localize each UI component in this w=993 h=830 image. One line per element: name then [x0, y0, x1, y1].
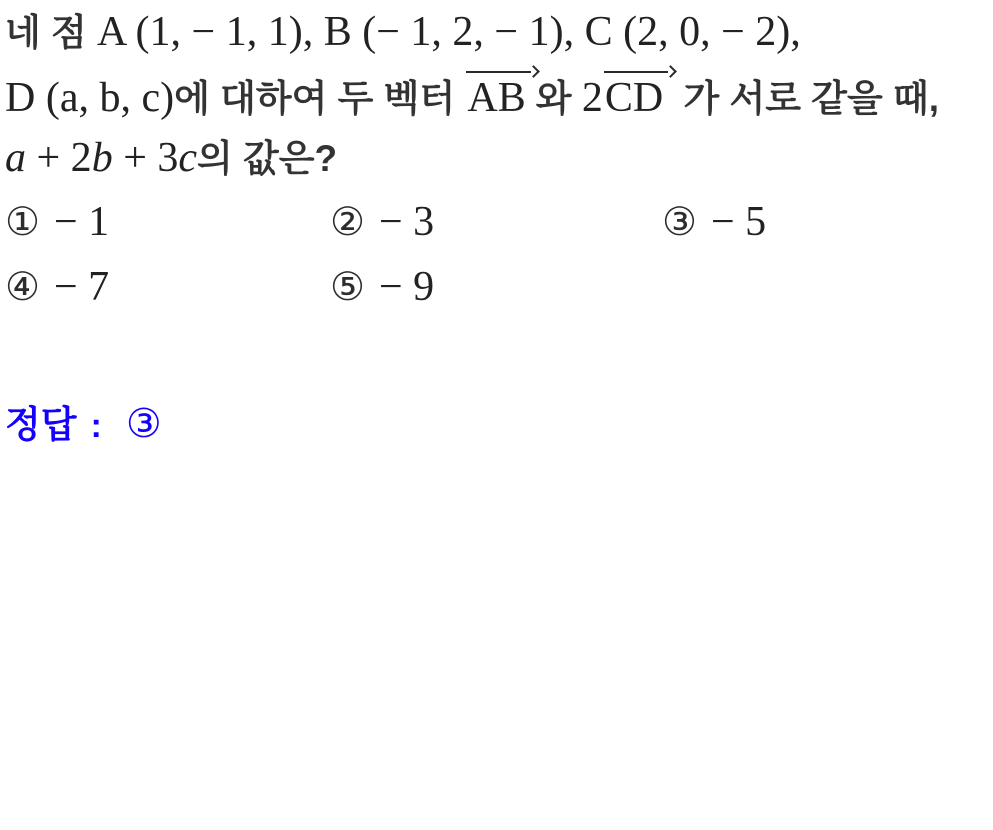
math-op-2: + 3 — [112, 135, 179, 181]
math-var-b: b — [91, 135, 113, 181]
korean-question-tail: 의 값은? — [197, 138, 338, 179]
choice-5 — [330, 263, 662, 311]
choice-3-marker: ③ — [662, 200, 697, 245]
vector-arrow-head-icon — [527, 65, 540, 78]
math-var-a: a — [5, 135, 26, 181]
choice-5-value: − 9 — [378, 264, 435, 310]
math-points-abc: A (1, − 1, 1), B (− 1, 2, − 1), C (2, 0, − 2), — [97, 9, 801, 55]
choice-4-marker: ④ — [5, 265, 40, 310]
choices-row-2 — [5, 263, 993, 311]
choice-2-marker: ② — [330, 200, 365, 245]
answer-line — [5, 394, 162, 448]
answer-value: ③ — [125, 401, 162, 447]
problem-line-2 — [5, 68, 939, 122]
problem-line-1 — [5, 2, 801, 56]
korean-and: 와 — [535, 78, 582, 119]
choice-1 — [5, 198, 330, 246]
choices-row-2-spacer — [662, 263, 993, 311]
vector-ab — [465, 77, 535, 119]
choice-4 — [5, 263, 330, 311]
answer-colon: : — [90, 407, 102, 445]
choice-3-value: − 5 — [710, 199, 767, 245]
vector-ab-label: AB — [467, 75, 526, 121]
choice-4-value: − 7 — [53, 264, 110, 310]
vector-arrow-head-icon — [664, 65, 677, 78]
vector-arrow-bar — [466, 71, 530, 73]
choice-2 — [330, 198, 662, 246]
choice-2-value: − 3 — [378, 199, 435, 245]
choice-1-value: − 1 — [53, 199, 110, 245]
choice-1-marker: ① — [5, 200, 40, 245]
choice-3 — [662, 198, 993, 246]
korean-mid: 에 대하여 두 벡터 — [174, 78, 466, 119]
vector-cd — [603, 77, 673, 119]
math-scalar-2: 2 — [581, 75, 603, 121]
math-op-1: + 2 — [26, 135, 92, 181]
vector-arrow-bar — [604, 71, 668, 73]
problem-line-3 — [5, 128, 337, 182]
korean-intro: 네 점 — [5, 12, 98, 53]
vector-cd-label: CD — [604, 75, 664, 121]
answer-label: 정답 — [5, 404, 77, 445]
choice-5-marker: ⑤ — [330, 265, 365, 310]
math-point-d: D (a, b, c) — [5, 75, 175, 121]
korean-tail: 가 서로 같을 때, — [673, 78, 940, 119]
math-var-c: c — [178, 135, 198, 181]
choices-row-1 — [5, 198, 993, 246]
